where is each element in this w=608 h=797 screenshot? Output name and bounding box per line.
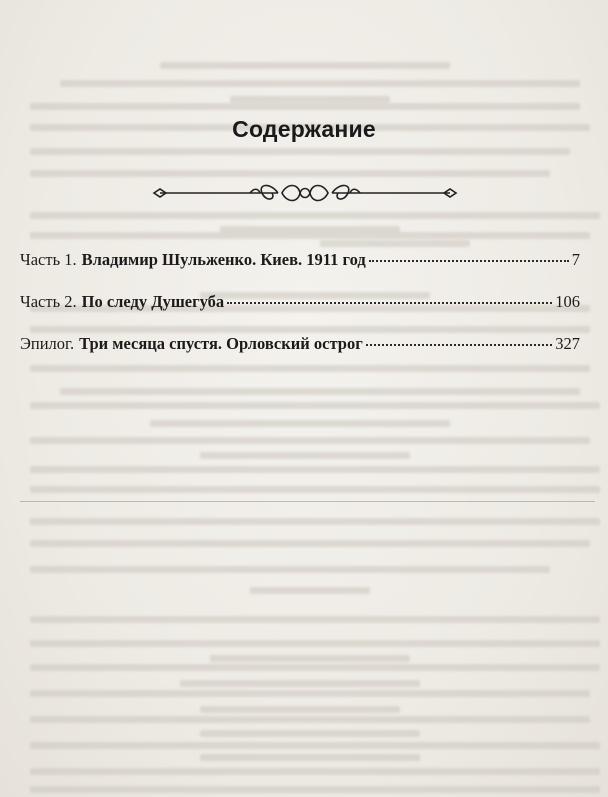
toc-entry[interactable]	[20, 250, 580, 274]
toc-entry-page: 106	[555, 292, 580, 311]
toc-entry-page: 327	[555, 334, 580, 353]
toc-entry[interactable]	[20, 292, 580, 316]
decorative-divider-ornament	[150, 176, 460, 210]
page-title: Содержание	[232, 116, 376, 142]
toc-entry-title: Владимир Шульженко. Киев. 1911 год	[81, 250, 366, 269]
toc-entry-part: Часть 2.	[20, 292, 77, 311]
toc-leader-dots	[369, 260, 569, 262]
toc-entry-title: По следу Душегуба	[81, 292, 225, 311]
toc-entry[interactable]	[20, 334, 580, 358]
toc-entry-part: Часть 1.	[20, 250, 77, 269]
toc-entry-title: Три месяца спустя. Орловский острог	[79, 334, 363, 353]
toc-entry-page: 7	[571, 250, 580, 269]
toc-entry-part: Эпилог.	[20, 334, 75, 353]
toc-leader-dots	[227, 302, 552, 304]
toc-leader-dots	[366, 344, 553, 346]
